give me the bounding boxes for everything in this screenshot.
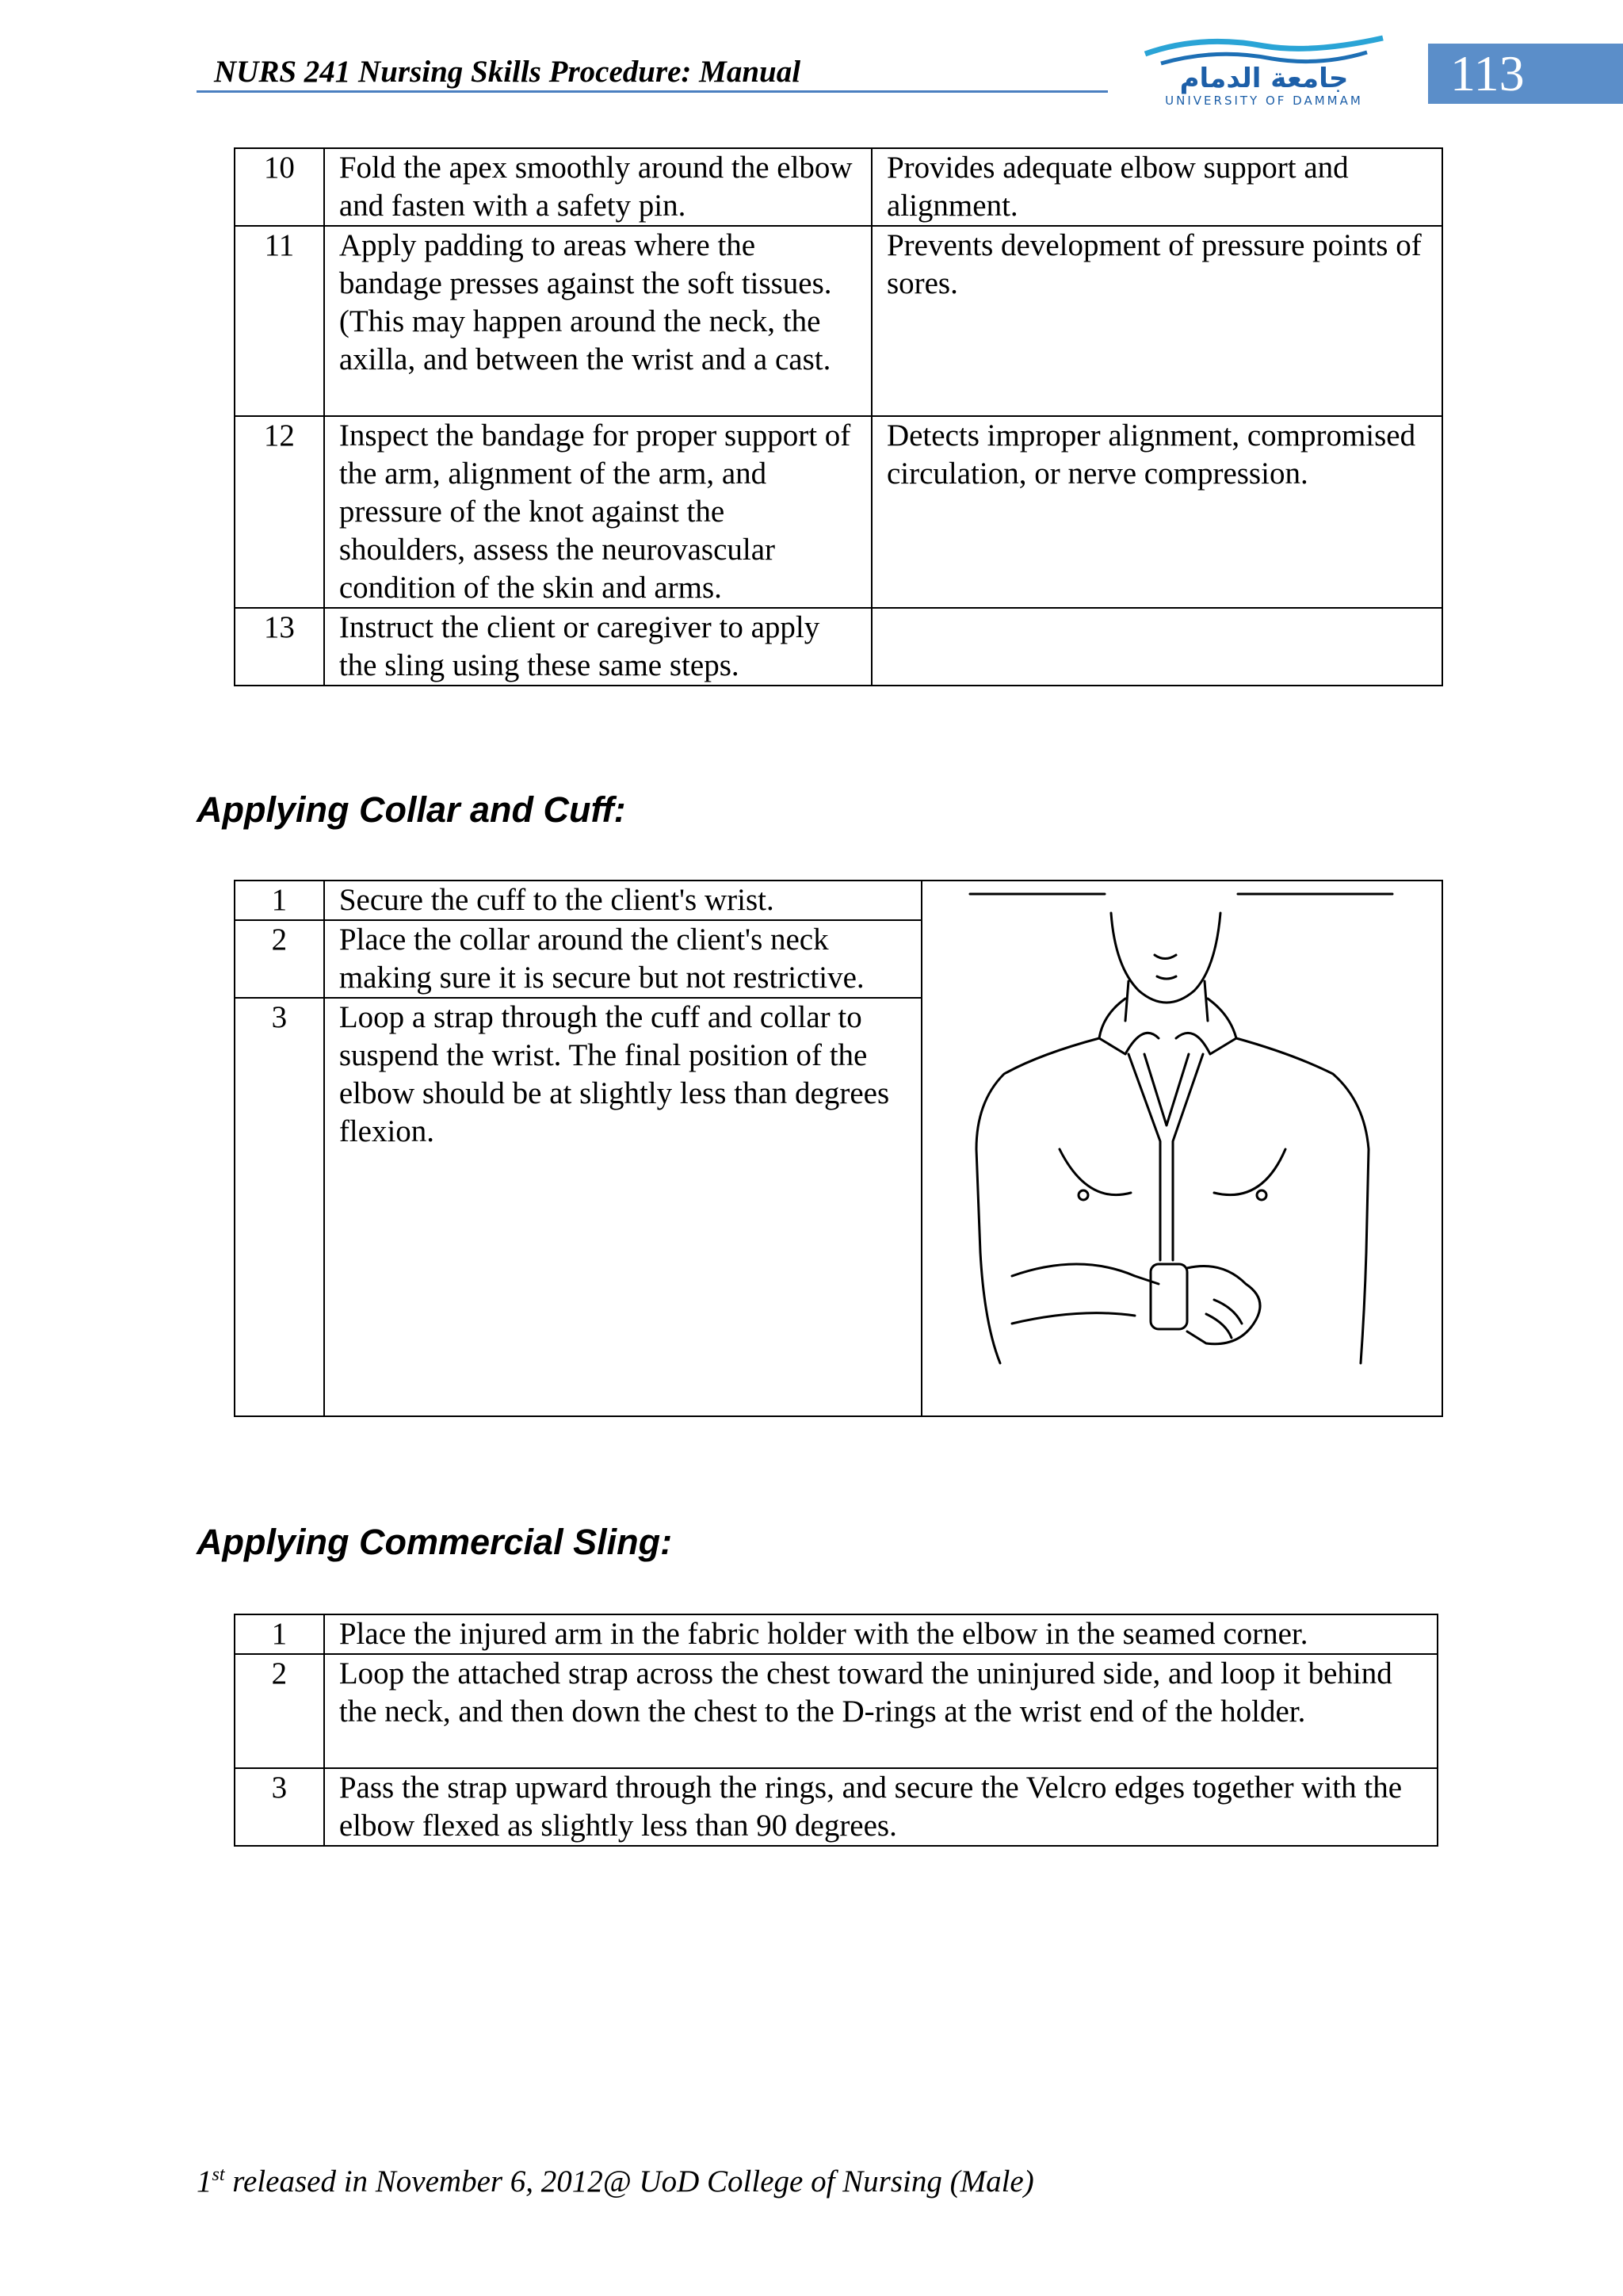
footer-prefix: 1 [197, 2164, 212, 2199]
step-action: Inspect the bandage for proper support of the arm, alignment of the arm, and pressure of the knot against the shoulders, assess the neurovascular condition of the skin and arms. [324, 416, 872, 608]
step-number: 11 [235, 226, 324, 416]
footer-superscript: st [212, 2164, 225, 2185]
step-action: Loop the attached strap across the chest toward the uninjured side, and loop it behind the neck, and then down the chest to the D-rings at the wrist end of the holder. [324, 1654, 1438, 1768]
step-number: 12 [235, 416, 324, 608]
step-action: Fold the apex smoothly around the elbow and fasten with a safety pin. [324, 148, 872, 226]
step-number: 1 [235, 1614, 324, 1654]
table-row [235, 226, 1442, 416]
table-row [235, 608, 1442, 686]
step-rationale: Prevents development of pressure points of sores. [872, 226, 1442, 416]
step-number: 13 [235, 608, 324, 686]
collar-cuff-illustration [921, 880, 1442, 1415]
step-action: Pass the strap upward through the rings, and secure the Velcro edges together with the elbow flexed as slightly less than 90 degrees. [324, 1768, 1438, 1846]
commercial-sling-table [234, 1614, 1438, 1847]
logo-arabic-text: جامعة الدمام [1179, 63, 1349, 94]
header-rule [197, 90, 1108, 93]
step-number: 2 [235, 920, 324, 998]
steps-table-continued [234, 147, 1443, 686]
table-row [235, 148, 1442, 226]
step-action: Loop a strap through the cuff and collar to suspend the wrist. The final position of the elbow should be at slightly less than degrees flexion. [324, 998, 922, 1416]
logo-english-text: UNIVERSITY OF DAMMAM [1165, 94, 1363, 108]
section-heading-collar-cuff: Applying Collar and Cuff: [197, 789, 626, 830]
footer-text: released in November 6, 2012@ UoD College of Nursing (Male) [224, 2164, 1034, 2199]
table-row [235, 416, 1442, 608]
step-number: 1 [235, 881, 324, 920]
step-rationale: Detects improper alignment, compromised circulation, or nerve compression. [872, 416, 1442, 608]
step-number: 10 [235, 148, 324, 226]
table-row [235, 1654, 1438, 1768]
page-number-badge: 113 [1428, 44, 1623, 104]
step-action: Secure the cuff to the client's wrist. [324, 881, 922, 920]
running-header-title: NURS 241 Nursing Skills Procedure: Manual [214, 55, 801, 89]
table-row [235, 1614, 1438, 1654]
step-action: Place the injured arm in the fabric holder with the elbow in the seamed corner. [324, 1614, 1438, 1654]
step-action: Apply padding to areas where the bandage presses against the soft tissues. (This may happen around the neck, the axilla, and between the wrist and a cast. [324, 226, 872, 416]
page-footer [197, 2164, 1034, 2199]
step-number: 2 [235, 1654, 324, 1768]
step-rationale [872, 608, 1442, 686]
step-number: 3 [235, 998, 324, 1416]
table-row [235, 1768, 1438, 1846]
section-heading-commercial-sling: Applying Commercial Sling: [197, 1522, 673, 1562]
university-logo [1129, 30, 1399, 109]
step-action: Place the collar around the client's neck making sure it is secure but not restrictive. [324, 920, 922, 998]
step-action: Instruct the client or caregiver to apply the sling using these same steps. [324, 608, 872, 686]
step-rationale: Provides adequate elbow support and alignment. [872, 148, 1442, 226]
step-number: 3 [235, 1768, 324, 1846]
